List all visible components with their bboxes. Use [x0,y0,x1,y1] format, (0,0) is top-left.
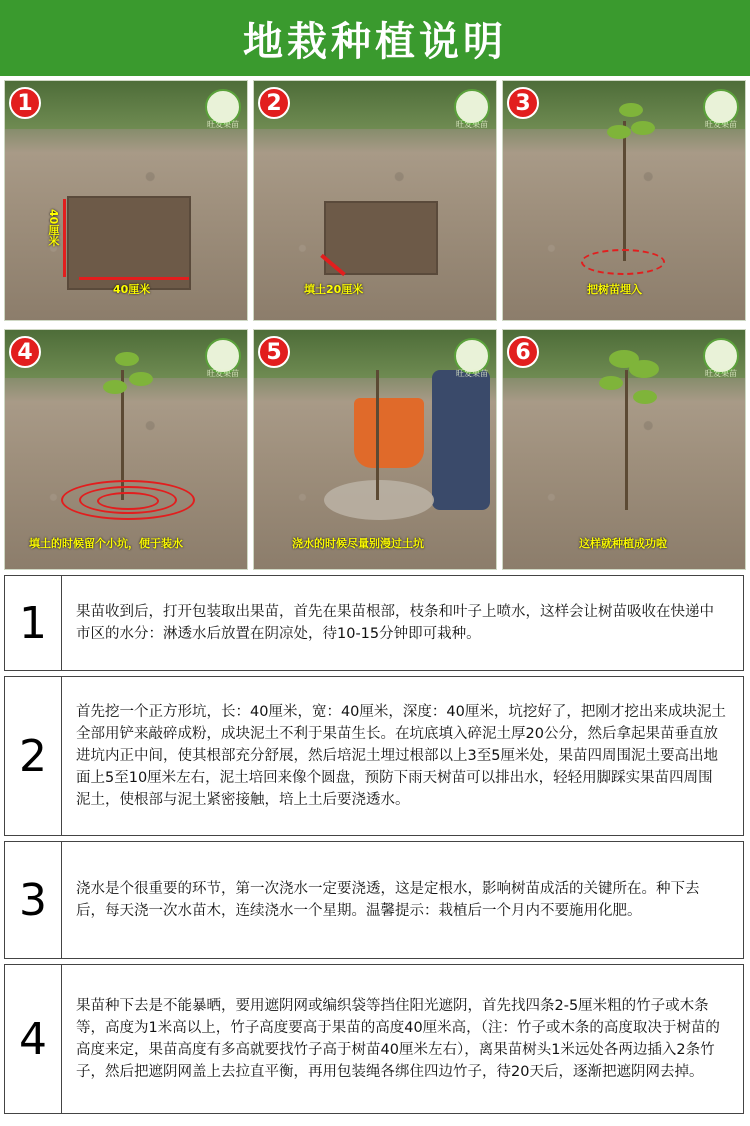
step-number-badge: 3 [507,87,539,119]
photo-step-5 [253,329,497,570]
photo-step-2 [253,80,497,321]
page-title: 地栽种植说明 [243,18,507,65]
photo-caption: 填土的时候留个小坑，便于装水 [29,537,183,550]
instruction-step [4,841,744,959]
leaf [619,103,643,117]
depth-marker [63,199,66,277]
step-text: 浇水是个很重要的环节，第一次浇水一定要浇透，这是定根水，影响树苗成活的关键所在。种下去后，每天浇一次水苗木，连续浇水一个星期。温馨提示：栽植后一个月内不要施用化肥。 [76,881,700,919]
step-number-badge: 6 [507,336,539,368]
step-number-badge: 2 [258,87,290,119]
dug-hole [67,196,191,290]
photo-step-3 [502,80,746,321]
brand-logo-icon [454,89,490,129]
brand-logo-icon [205,338,241,378]
logo-text: 旺发果苗 [207,120,239,129]
water-ring [97,492,159,510]
sapling [376,370,379,500]
leaf [629,360,659,378]
step-number-badge: 1 [9,87,41,119]
width-marker [79,277,189,280]
dug-hole [324,201,438,275]
step-number-badge: 5 [258,336,290,368]
leaf [631,121,655,135]
photo-caption: 这样就种植成功啦 [579,537,667,550]
logo-text: 旺发果苗 [456,369,488,378]
logo-text: 旺发果苗 [705,120,737,129]
step-text: 首先挖一个正方形坑，长：40厘米，宽：40厘米，深度：40厘米，坑挖好了，把刚才挖出来成块泥土全部用铲来敲碎成粉，成块泥土不利于果苗生长。在坑底填入碎泥土厚20公分，然后拿起果苗垂直放进坑内正中间，使其根部充分舒展，然后培泥土埋过根部以上3至5厘米处，果苗四周围泥土要高出地面上5至10厘米左右，泥土培回来像个圆盘，预防下雨天树苗可以排出水，轻轻用脚踩实果苗四周围泥土，使根部与泥土紧密接触，培上土后要浇透水。 [76,704,726,808]
logo-text: 旺发果苗 [456,120,488,129]
photo-caption: 填土20厘米 [304,283,364,296]
photo-caption: 40厘米 [113,283,151,296]
leaf [129,372,153,386]
photo-caption: 把树苗埋入 [587,283,642,296]
step-text: 果苗种下去是不能暴晒，要用遮阴网或编织袋等挡住阳光遮阴，首先找四条2-5厘米粗的竹子或木条等，高度为1米高以上，竹子高度要高于果苗的高度40厘米高，（注：竹子或木条的高度取决于树苗的高度来定，果苗高度有多高就要找竹子高于树苗40厘米左右），离果苗树头1米远处各两边插入2条竹子，然后把遮阴网盖上去拉直平衡，再用包装绳各绑住四边竹子，待20天后，逐渐把遮阴网去掉。 [76,998,720,1080]
header-bar [0,0,750,76]
water-puddle [324,480,434,520]
photo-step-4 [4,329,248,570]
logo-text: 旺发果苗 [705,369,737,378]
leaf [115,352,139,366]
sapling [625,370,628,510]
instruction-step [4,964,744,1114]
target-ring [581,249,665,275]
brand-logo-icon [454,338,490,378]
instruction-step [4,575,744,671]
brand-logo-icon [205,89,241,129]
step-number-badge: 4 [9,336,41,368]
photo-step-6 [502,329,746,570]
photo-step-1 [4,80,248,321]
leaf [633,390,657,404]
person-legs [432,370,490,510]
logo-text: 旺发果苗 [207,369,239,378]
step-index: 3 [5,842,62,958]
depth-label: 40厘米 [47,209,60,247]
step-index: 4 [5,965,62,1113]
brand-logo-icon [703,89,739,129]
leaf [103,380,127,394]
water-bucket [354,398,424,468]
leaf [607,125,631,139]
photo-caption: 浇水的时候尽量别漫过土坑 [292,537,424,550]
step-index: 1 [5,576,62,670]
step-index: 2 [5,677,62,835]
leaf [599,376,623,390]
instruction-step [4,676,744,836]
photo-grid [4,80,746,570]
step-text: 果苗收到后，打开包装取出果苗，首先在果苗根部，枝条和叶子上喷水，这样会让树苗吸收在快递中市区的水分：淋透水后放置在阴凉处，待10-15分钟即可栽种。 [76,604,714,642]
sapling [623,121,626,261]
brand-logo-icon [703,338,739,378]
